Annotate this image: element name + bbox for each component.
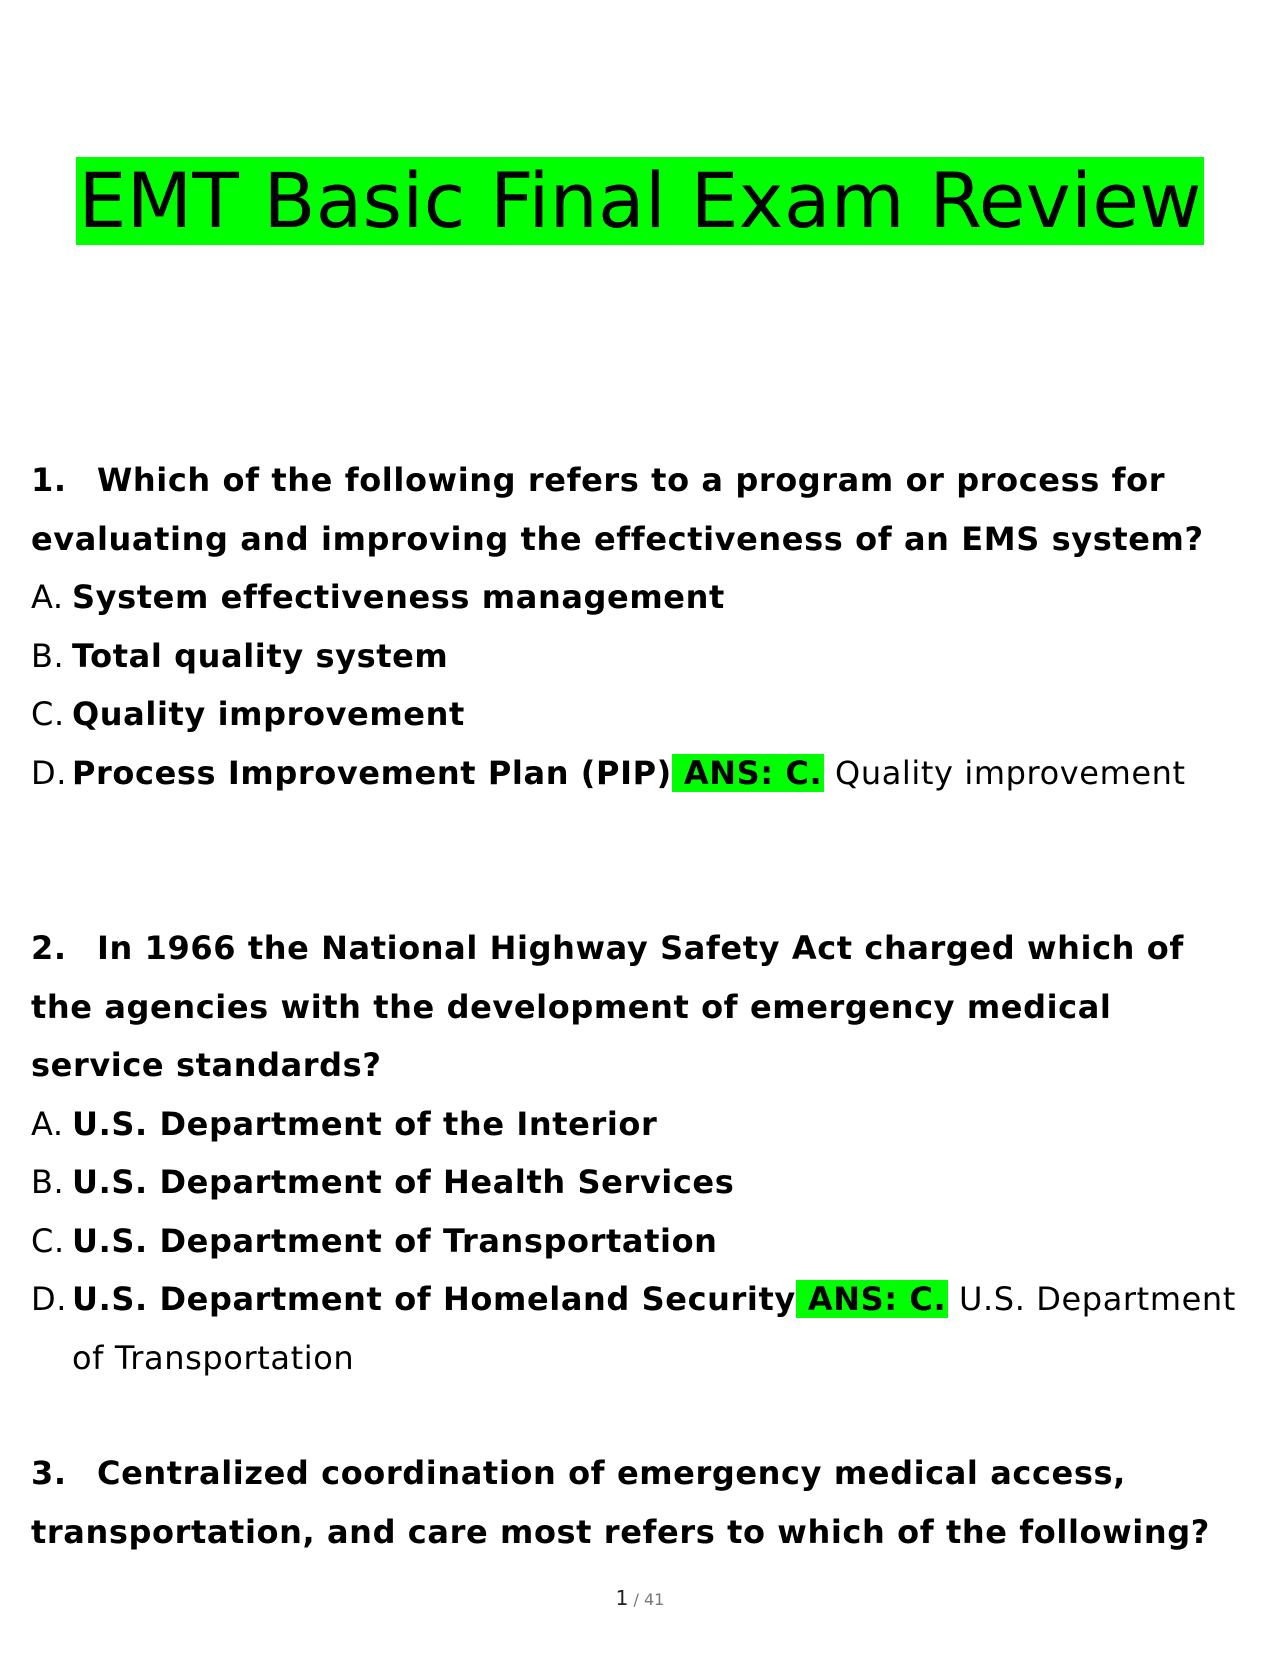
option-text: U.S. Department of Homeland Security	[72, 1280, 796, 1318]
option-letter: B.	[31, 636, 65, 675]
question-stem	[31, 919, 1251, 1095]
question-stem	[31, 451, 1251, 568]
option-text: System effectiveness management	[72, 578, 725, 616]
question-text: Which of the following refers to a program or process for evaluating and improving the effectiveness of an EMS system?	[31, 461, 1204, 558]
total-pages: 41	[643, 1590, 665, 1609]
option-text: Process Improvement Plan (PIP)	[72, 753, 672, 792]
answer-text: U.S. Department of Transportation	[72, 1280, 1236, 1377]
option-letter: D.	[31, 753, 68, 792]
option-b	[31, 1153, 1251, 1212]
option-text: Quality improvement	[72, 695, 465, 733]
question-text: In 1966 the National Highway Safety Act charged which of the agencies with the development of emergency medical service standards?	[31, 929, 1184, 1084]
answer-label: ANS: C.	[672, 754, 824, 792]
options-list	[31, 1095, 1251, 1388]
question-3	[31, 1444, 1251, 1561]
option-letter: A.	[31, 578, 64, 616]
option-letter: B.	[31, 1163, 65, 1201]
option-text: U.S. Department of Transportation	[72, 1221, 718, 1260]
options-list	[31, 568, 1251, 802]
title-wrapper	[0, 157, 1280, 245]
option-d	[31, 1270, 1251, 1387]
option-c	[31, 1212, 1251, 1271]
option-c	[31, 685, 1251, 744]
option-letter: A.	[31, 1104, 64, 1143]
option-text: U.S. Department of Health Services	[72, 1163, 735, 1201]
current-page-number: 1	[615, 1586, 629, 1610]
question-2	[31, 919, 1251, 1387]
question-number: 3.	[31, 1454, 67, 1492]
document-title: EMT Basic Final Exam Review	[78, 156, 1202, 245]
option-letter: D.	[31, 1280, 68, 1318]
question-number: 1.	[31, 461, 67, 499]
answer-text: Quality improvement	[835, 753, 1186, 792]
option-text: Total quality system	[72, 636, 449, 675]
option-a	[31, 568, 1251, 627]
question-stem	[31, 1444, 1251, 1561]
option-text: U.S. Department of the Interior	[72, 1104, 658, 1143]
page-separator: /	[628, 1590, 644, 1609]
option-a	[31, 1095, 1251, 1154]
page-indicator	[0, 1586, 1280, 1610]
option-d	[31, 744, 1251, 803]
question-1	[31, 451, 1251, 802]
option-letter: C.	[31, 695, 65, 733]
option-b	[31, 627, 1251, 686]
option-letter: C.	[31, 1221, 65, 1260]
question-number: 2.	[31, 929, 67, 967]
question-text: Centralized coordination of emergency medical access, transportation, and care most refers to which of the following?	[31, 1454, 1210, 1551]
answer-label: ANS: C.	[796, 1280, 948, 1318]
